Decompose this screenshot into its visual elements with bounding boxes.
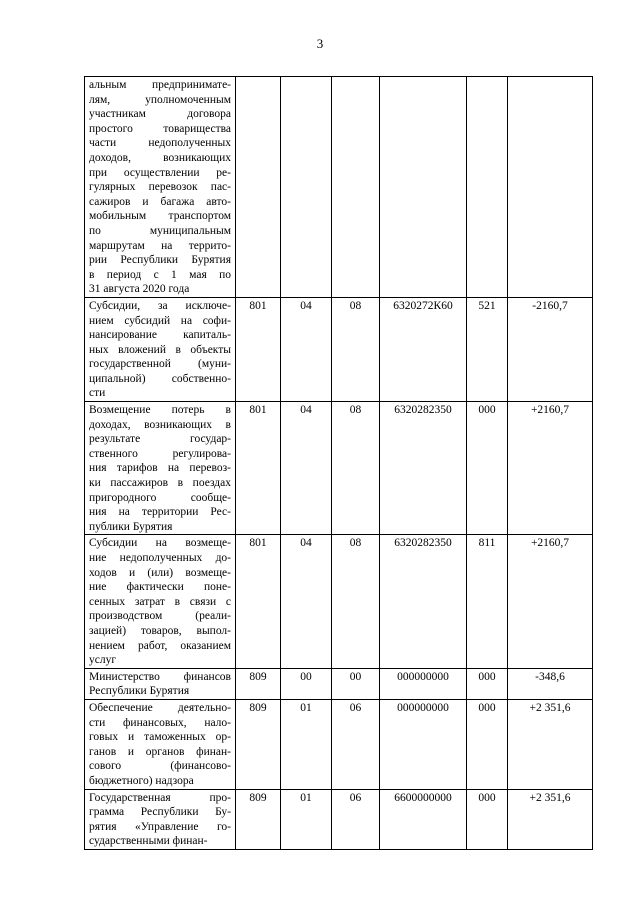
expense-name-line: пригородного сообще- (89, 491, 231, 504)
section-code-cell (281, 77, 332, 298)
budget-table (84, 76, 593, 850)
target-article-cell: 6600000000 (380, 789, 467, 849)
expense-name-line: ния на территории Рес- (89, 506, 231, 519)
expense-name-line: Республики Бурятия (89, 685, 190, 698)
expense-name-line: рии Республики Бурятия (89, 254, 231, 267)
expense-name-line: услуг (89, 654, 117, 667)
expense-name-line: публики Бурятия (89, 520, 173, 533)
subsection-code-cell (332, 77, 380, 298)
expense-type-cell: 000 (467, 668, 508, 699)
expense-name-line: 31 августа 2020 года (89, 283, 190, 296)
expense-name-line: при осуществлении ре- (89, 166, 231, 179)
subsection-code-cell: 00 (332, 668, 380, 699)
amount-cell: +2 351,6 (508, 789, 593, 849)
table-row (85, 668, 593, 699)
expense-name-line: Государственная про- (89, 791, 231, 804)
ministry-code-cell: 801 (236, 297, 281, 401)
ministry-code-cell: 809 (236, 789, 281, 849)
expense-name-line: сти (89, 387, 106, 400)
section-code-cell: 04 (281, 402, 332, 535)
expense-name-line: сударственными финан- (89, 835, 208, 848)
expense-name-cell (85, 668, 236, 699)
target-article-cell: 6320282350 (380, 535, 467, 668)
section-code-cell: 01 (281, 699, 332, 789)
ministry-code-cell: 801 (236, 535, 281, 668)
expense-name-line: государственной (муни- (89, 358, 231, 371)
expense-name-line: части недополученных (89, 137, 231, 150)
expense-name-line: бюджетного) надзора (89, 774, 194, 787)
expense-name-line: рятия «Управление го- (89, 820, 231, 833)
expense-name-line: Возмещение потерь в (89, 404, 231, 417)
expense-name-cell (85, 402, 236, 535)
ministry-code-cell (236, 77, 281, 298)
expense-name-line: нием субсидий на софи- (89, 314, 231, 327)
amount-cell: +2160,7 (508, 535, 593, 668)
expense-name-line: сажиров и багажа авто- (89, 195, 231, 208)
table-row (85, 402, 593, 535)
amount-cell: +2160,7 (508, 402, 593, 535)
expense-name-line: грамма Республики Бу- (89, 806, 231, 819)
ministry-code-cell: 801 (236, 402, 281, 535)
budget-table-body (85, 77, 593, 850)
expense-name-line: участникам договора (89, 108, 231, 121)
subsection-code-cell: 08 (332, 297, 380, 401)
expense-name-line: ственного регулирова- (89, 447, 231, 460)
section-code-cell: 04 (281, 297, 332, 401)
expense-name-line: производством (реали- (89, 610, 231, 623)
expense-name-line: маршрутам на террито- (89, 239, 231, 252)
expense-name-line: сенных затрат в связи с (89, 595, 231, 608)
expense-name-line: нением работ, оказанием (89, 639, 231, 652)
expense-type-cell: 000 (467, 699, 508, 789)
expense-name-line: лям, уполномоченным (89, 93, 231, 106)
table-row (85, 297, 593, 401)
expense-name-line: ципальной) собственно- (89, 372, 231, 385)
expense-name-line: доходах, возникающих в (89, 418, 231, 431)
expense-name-line: ходов и (или) возмеще- (89, 566, 231, 579)
expense-name-line: ки пассажиров в поездах (89, 477, 231, 490)
expense-name-line: сового (финансово- (89, 760, 231, 773)
expense-type-cell: 811 (467, 535, 508, 668)
target-article-cell: 6320282350 (380, 402, 467, 535)
expense-name-line: ние фактически поне- (89, 581, 231, 594)
amount-cell: +2 351,6 (508, 699, 593, 789)
expense-name-line: Субсидии, за исключе- (89, 299, 231, 312)
expense-type-cell (467, 77, 508, 298)
expense-name-line: ния тарифов на перевоз- (89, 462, 231, 475)
expense-name-line: мобильным транспортом (89, 210, 231, 223)
expense-name-line: по муниципальным (89, 224, 231, 237)
subsection-code-cell: 08 (332, 402, 380, 535)
target-article-cell: 6320272К60 (380, 297, 467, 401)
expense-name-line: результате государ- (89, 433, 231, 446)
expense-name-cell (85, 535, 236, 668)
expense-name-line: гулярных перевозок пас- (89, 181, 231, 194)
section-code-cell: 01 (281, 789, 332, 849)
page-number: 3 (316, 36, 324, 51)
table-row (85, 699, 593, 789)
section-code-cell: 04 (281, 535, 332, 668)
target-article-cell (380, 77, 467, 298)
expense-name-line: нансирование капиталь- (89, 329, 231, 342)
ministry-code-cell: 809 (236, 668, 281, 699)
expense-type-cell: 000 (467, 789, 508, 849)
expense-name-line: альным предпринимате- (89, 79, 231, 91)
expense-type-cell: 521 (467, 297, 508, 401)
expense-type-cell: 000 (467, 402, 508, 535)
expense-name-line: доходов, возникающих (89, 151, 231, 164)
expense-name-cell (85, 789, 236, 849)
ministry-code-cell: 809 (236, 699, 281, 789)
target-article-cell: 000000000 (380, 668, 467, 699)
table-row (85, 535, 593, 668)
section-code-cell: 00 (281, 668, 332, 699)
amount-cell (508, 77, 593, 298)
expense-name-line: ных вложений в объекты (89, 343, 231, 356)
amount-cell: -348,6 (508, 668, 593, 699)
table-row (85, 789, 593, 849)
expense-name-line: ние недополученных до- (89, 552, 231, 564)
amount-cell: -2160,7 (508, 297, 593, 401)
expense-name-line: простого товарищества (89, 122, 231, 135)
expense-name-line: Субсидии на возмеще- (89, 537, 231, 550)
expense-name-line: сти финансовых, нало- (89, 716, 231, 729)
table-row (85, 77, 593, 298)
expense-name-line: зацией) товаров, выпол- (89, 624, 231, 637)
expense-name-cell (85, 699, 236, 789)
expense-name-line: ганов и органов финан- (89, 745, 231, 758)
expense-name-cell (85, 297, 236, 401)
subsection-code-cell: 06 (332, 699, 380, 789)
expense-name-cell (85, 77, 236, 298)
target-article-cell: 000000000 (380, 699, 467, 789)
subsection-code-cell: 06 (332, 789, 380, 849)
expense-name-line: говых и таможенных ор- (89, 731, 231, 744)
expense-name-line: Обеспечение деятельно- (89, 701, 231, 714)
subsection-code-cell: 08 (332, 535, 380, 668)
expense-name-line: Министерство финансов (89, 670, 231, 683)
expense-name-line: в период с 1 мая по (89, 268, 231, 281)
